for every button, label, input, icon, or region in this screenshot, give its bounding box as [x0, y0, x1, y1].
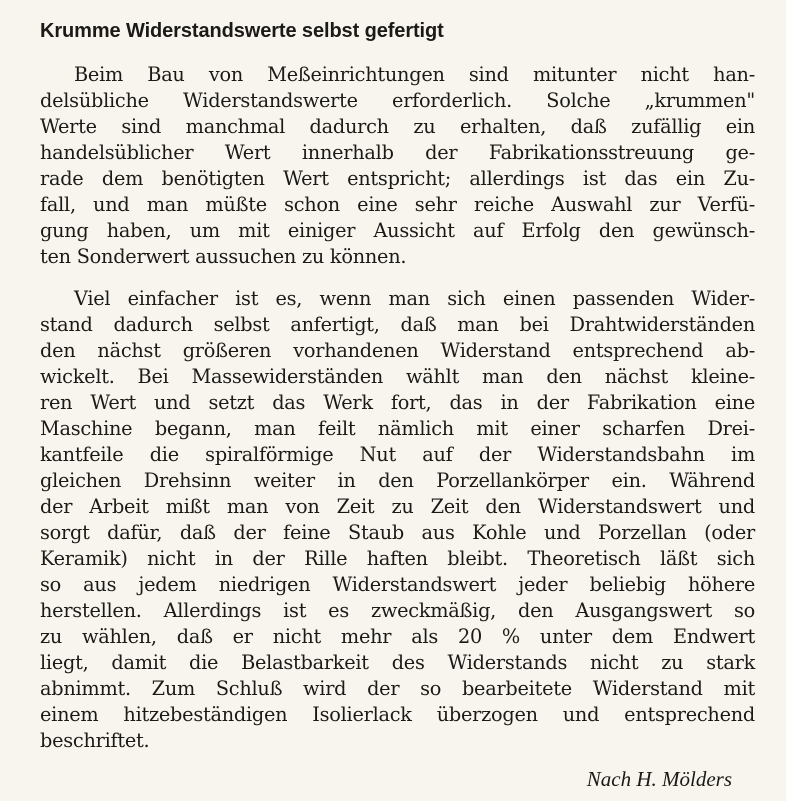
text-line: ten Sonderwert aussuchen zu können. [40, 245, 407, 268]
text-line: sorgt dafür, daß der feine Staub aus Kohle und Porzellan (oder [40, 521, 755, 544]
text-line: delsübliche Widerstandswerte erforderlich. Solche „krummen" [40, 89, 755, 112]
author-signature: Nach H. Mölders [586, 767, 732, 791]
text-line: so aus jedem niedrigen Widerstandswert jeder beliebig höhere [40, 573, 755, 596]
text-line: gung haben, um mit einiger Aussicht auf Erfolg den gewünsch- [40, 219, 755, 242]
text-line: herstellen. Allerdings ist es zweckmäßig, den Ausgangswert so [40, 599, 755, 622]
text-line: einem hitzebeständigen Isolierlack überzogen und entsprechend [40, 703, 755, 726]
text-line: zu wählen, daß er nicht mehr als 20 % unter dem Endwert [40, 625, 755, 648]
text-line: handelsüblicher Wert innerhalb der Fabrikationsstreuung ge- [40, 141, 755, 164]
text-line: gleichen Drehsinn weiter in den Porzellankörper ein. Während [40, 469, 755, 492]
article-title: Krumme Widerstandswerte selbst gefertigt [40, 20, 444, 42]
text-line: kantfeile die spiralförmige Nut auf der Widerstandsbahn im [40, 443, 755, 466]
text-line: ren Wert und setzt das Werk fort, das in der Fabrikation eine [40, 391, 755, 414]
text-line: Viel einfacher ist es, wenn man sich einen passenden Wider- [74, 287, 755, 310]
text-line: fall, und man müßte schon eine sehr reiche Auswahl zur Verfü- [40, 193, 755, 216]
text-line: beschriftet. [40, 729, 150, 752]
text-line: Beim Bau von Meßeinrichtungen sind mitunter nicht han- [74, 63, 755, 86]
text-line: abnimmt. Zum Schluß wird der so bearbeitete Widerstand mit [40, 677, 755, 700]
text-line: der Arbeit mißt man von Zeit zu Zeit den Widerstandswert und [40, 495, 755, 518]
text-line: stand dadurch selbst anfertigt, daß man bei Drahtwiderständen [40, 313, 755, 336]
text-line: Keramik) nicht in der Rille haften bleibt. Theoretisch läßt sich [40, 547, 755, 570]
text-line: wickelt. Bei Massewiderständen wählt man den nächst kleine- [40, 365, 755, 388]
text-line: liegt, damit die Belastbarkeit des Widerstands nicht zu stark [40, 651, 755, 674]
text-line: den nächst größeren vorhandenen Widerstand entsprechend ab- [40, 339, 755, 362]
text-line: Maschine begann, man feilt nämlich mit einer scharfen Drei- [40, 417, 755, 440]
text-line: Werte sind manchmal dadurch zu erhalten, daß zufällig ein [40, 115, 755, 138]
text-line: rade dem benötigten Wert entspricht; allerdings ist das ein Zu- [40, 167, 755, 190]
